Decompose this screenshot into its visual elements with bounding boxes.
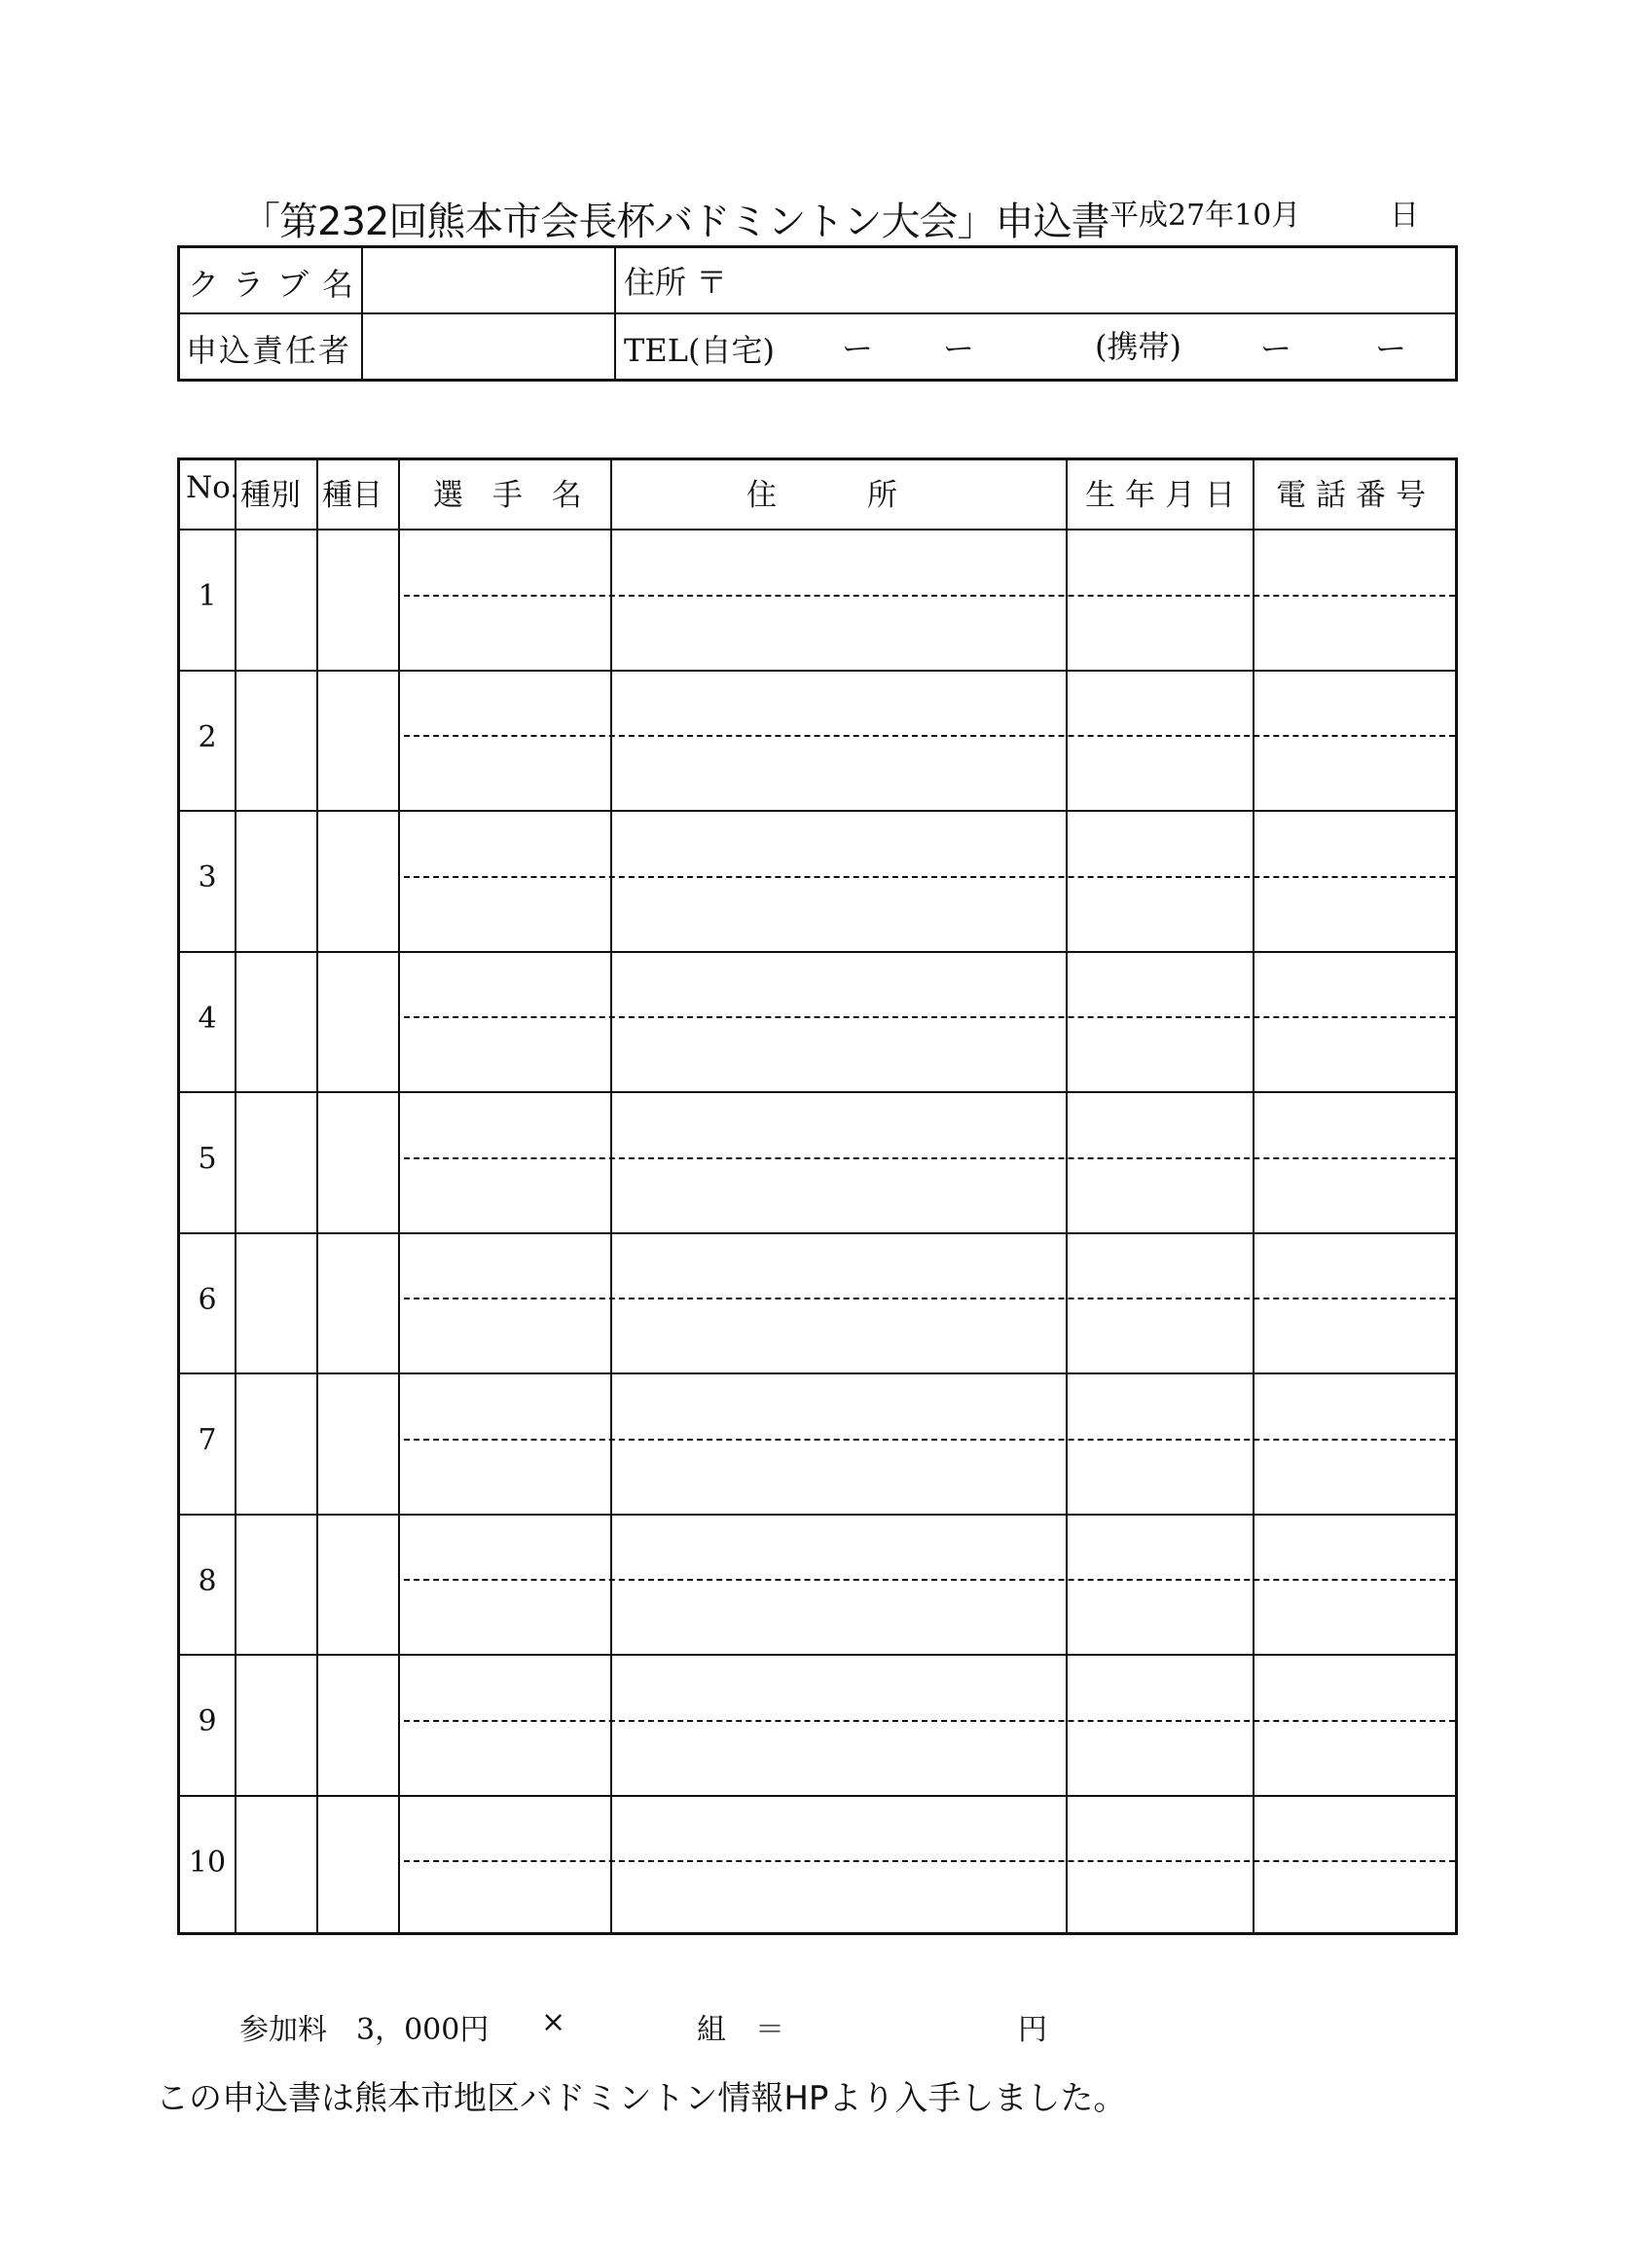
row-dashed-divider: [404, 1579, 1455, 1581]
day-label: 日: [1390, 199, 1419, 233]
row-number: 2: [198, 719, 217, 754]
row-dashed-divider: [404, 595, 1455, 597]
entry-table: [177, 457, 1458, 1935]
row-number: 9: [198, 1704, 217, 1739]
responsible-person-label: 申込責任者: [186, 332, 352, 369]
row-number: 6: [198, 1282, 217, 1317]
mobile-dash: ー: [1375, 330, 1407, 367]
fee-group: 組: [697, 2013, 726, 2047]
row-divider: [180, 1232, 1455, 1234]
tel-home-dash: ー: [943, 330, 975, 367]
row-divider: [180, 810, 1455, 812]
mobile-label: (携帯): [1095, 328, 1182, 365]
row-number: 7: [198, 1423, 217, 1458]
row-divider: [180, 670, 1455, 672]
row-dashed-divider: [404, 735, 1455, 737]
row-divider: [180, 951, 1455, 953]
row-number: 4: [198, 1001, 217, 1036]
header-player-name: 選 手 名: [433, 478, 592, 513]
row-divider: [180, 1514, 1455, 1516]
fee-times: ×: [541, 2005, 566, 2039]
row-divider: [180, 1372, 1455, 1374]
club-info-table: [177, 245, 1458, 382]
fee-yen: 円: [1018, 2013, 1047, 2047]
address-label: 住所 〒: [624, 264, 728, 301]
row-number: 5: [198, 1142, 217, 1177]
fee-equals: ＝: [755, 2013, 784, 2047]
header-address: 住 所: [746, 478, 897, 513]
row-number: 1: [198, 579, 217, 614]
row-dashed-divider: [404, 1720, 1455, 1722]
row-divider: [180, 1091, 1455, 1093]
club-name-label: クラブ名: [188, 266, 368, 303]
date-label: 平成27年10月: [1109, 199, 1301, 233]
tel-home-label: TEL(自宅): [624, 332, 775, 369]
row-dashed-divider: [404, 1860, 1455, 1862]
source-note: この申込書は熊本市地区バドミントン情報HPより入手しました。: [156, 2079, 1127, 2118]
row-divider: [180, 529, 1455, 530]
row-number: 8: [198, 1563, 217, 1598]
form-title: 「第232回熊本市会長杯バドミントン大会」申込書: [241, 200, 1109, 244]
row-dashed-divider: [404, 1439, 1455, 1441]
row-number: 3: [198, 860, 217, 896]
fee-label: 参加料 3，000円: [239, 2013, 490, 2047]
tel-home-dash: ー: [842, 330, 874, 367]
row-dashed-divider: [404, 876, 1455, 878]
row-dashed-divider: [404, 1157, 1455, 1159]
header-phone: 電話番号: [1276, 478, 1436, 513]
row-dashed-divider: [404, 1016, 1455, 1018]
row-number: 10: [188, 1845, 227, 1880]
header-event: 種目: [322, 478, 382, 513]
row-dashed-divider: [404, 1298, 1455, 1299]
header-number: No.: [186, 470, 240, 505]
row-divider: [180, 1654, 1455, 1656]
header-birthdate: 生年月日: [1085, 478, 1245, 513]
row-divider: [180, 1795, 1455, 1797]
mobile-dash: ー: [1260, 330, 1292, 367]
header-category: 種別: [240, 478, 301, 513]
